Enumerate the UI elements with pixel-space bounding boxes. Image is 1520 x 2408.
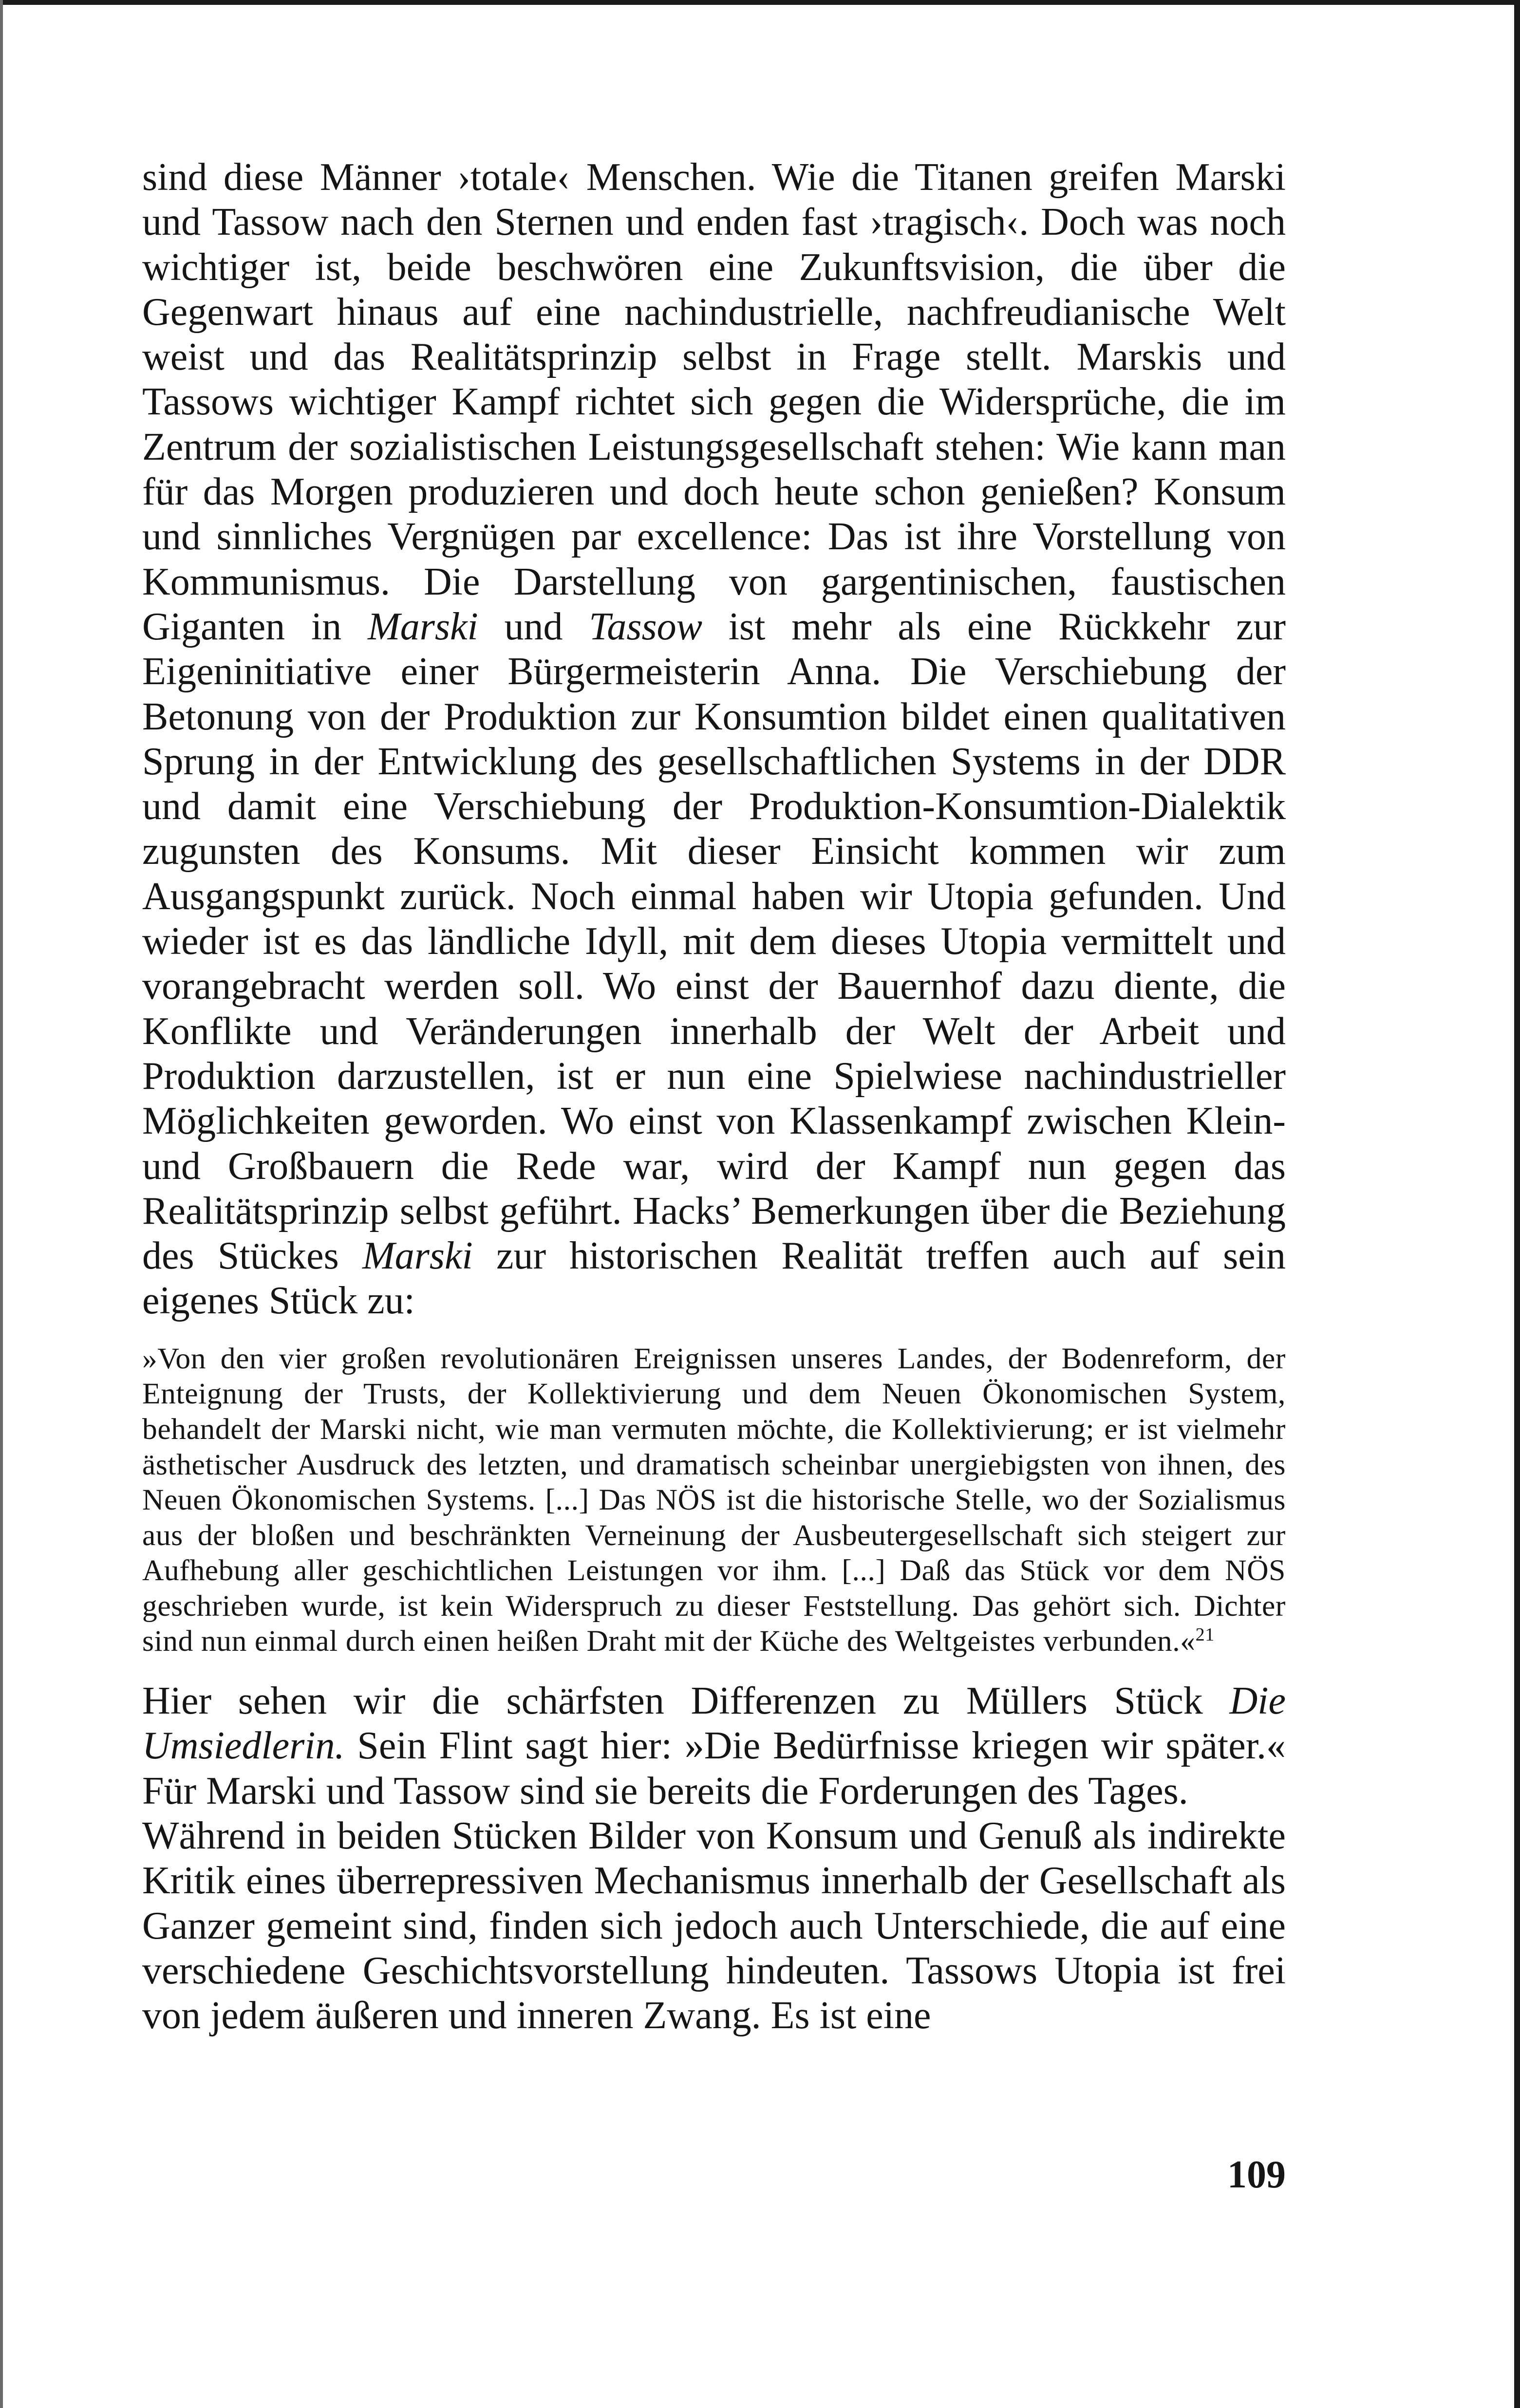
body-paragraph-3: Während in beiden Stücken Bilder von Konsum und Genuß als indirekte Kritik eines überrepressiven Mechanismus innerhalb der Gesellschaft als Ganzer gemeint sind, finden sich jedoch auch Unterschiede, die auf eine verschiedene Geschichtsvorstellung hindeuten. Tassows Utopia ist frei von jedem äußeren und inneren Zwang. Es ist eine [142,1814,1286,2037]
scan-border-right [1514,0,1520,2408]
text-run: ist mehr als eine Rückkehr zur Eigeninitiative einer Bürgermeisterin Anna. Die Verschiebung der Betonung von der Produktion zur Konsumtion bildet einen qualitativen Sprung in der Entwicklung des gesellschaftlichen Systems in der DDR und damit eine Verschiebung der Produktion-Konsumtion-Dialektik zugunsten des Konsums. Mit dieser Einsicht kommen wir zum Ausgangspunkt zurück. Noch einmal haben wir Utopia gefunden. Und wieder ist es das ländliche Idyll, mit dem dieses Utopia vermittelt und vorangebracht werden soll. Wo einst der Bauernhof dazu diente, die Konflikte und Veränderungen innerhalb der Welt der Arbeit und Produktion darzustellen, ist er nun eine Spielwiese nachindustrieller Möglichkeiten geworden. Wo einst von Klassenkampf zwischen Klein- und Großbauern die Rede war, wird der Kampf nun gegen das Realitätsprinzip selbst geführt. Hacks’ Bemerkungen über die Beziehung des Stückes [142,605,1286,1278]
work-title-marski: Marski [362,1234,473,1278]
text-run: sind diese Männer ›totale‹ Menschen. Wie die Titanen greifen Marski und Tassow nach den Sternen und enden fast ›tragisch‹. Doch was noch wichtiger ist, beide beschwören eine Zukunftsvision, die über die Gegenwart hinaus auf eine nachindustrielle, nachfreudianische Welt weist und das Realitätsprinzip selbst in Frage stellt. Marskis und Tassows wichtiger Kampf richtet sich gegen die Widersprüche, die im Zentrum der sozialistischen Leistungsgesellschaft stehen: Wie kann man für das Morgen produzieren und doch heute schon genießen? Konsum und sinnliches Vergnügen par excellence: Das ist ihre Vorstellung von Kommunismus. Die Darstellung von gargentinischen, faustischen Giganten in [142,156,1286,648]
text-run: Sein Flint sagt hier: »Die Bedürfnisse kriegen wir später.« Für Marski und Tassow sind sie bereits die Forderungen des Tages. [142,1724,1286,1812]
text-run: zur historischen Realität treffen auch auf sein eigenes Stück zu: [142,1234,1286,1323]
text-run: Hier sehen wir die schärfsten Differenzen zu Müllers Stück [142,1680,1230,1723]
work-title-marski: Marski [368,605,478,648]
work-title-tassow: Tassow [589,605,703,648]
work-title-die-umsiedlerin: Die Umsiedlerin. [142,1680,1286,1768]
footnote-marker: 21 [1195,1624,1215,1645]
quote-text: »Von den vier großen revolutionären Ereignissen unseres Landes, der Bodenreform, der Enteignung der Trusts, der Kollektivierung und dem Neuen Ökonomischen System, behandelt der Marski nicht, wie man vermuten möchte, die Kollektivierung; er ist vielmehr ästhetischer Ausdruck des letzten, und dramatisch scheinbar unergiebigsten von ihnen, des Neuen Ökonomischen Systems. [...] Das NÖS ist die historische Stelle, wo der Sozialismus aus der bloßen und beschränkten Verneinung der Ausbeutergesellschaft sich steigert zur Aufhebung aller geschichtlichen Leistungen vor ihm. [...] Daß das Stück vor dem NÖS geschrieben wurde, ist kein Widerspruch zu dieser Feststellung. Das gehört sich. Dichter sind nun einmal durch einen heißen Draht mit der Küche des Weltgeistes verbunden.« [142,1342,1286,1658]
block-quote [142,1341,1286,1659]
body-paragraph-1 [142,155,1286,1324]
text-run: und [478,605,589,648]
page-body [142,155,1286,2038]
scan-border-left [0,0,3,2408]
scan-border-top [0,0,1520,5]
body-paragraph-2 [142,1679,1286,1813]
page-number: 109 [1227,2153,1286,2196]
